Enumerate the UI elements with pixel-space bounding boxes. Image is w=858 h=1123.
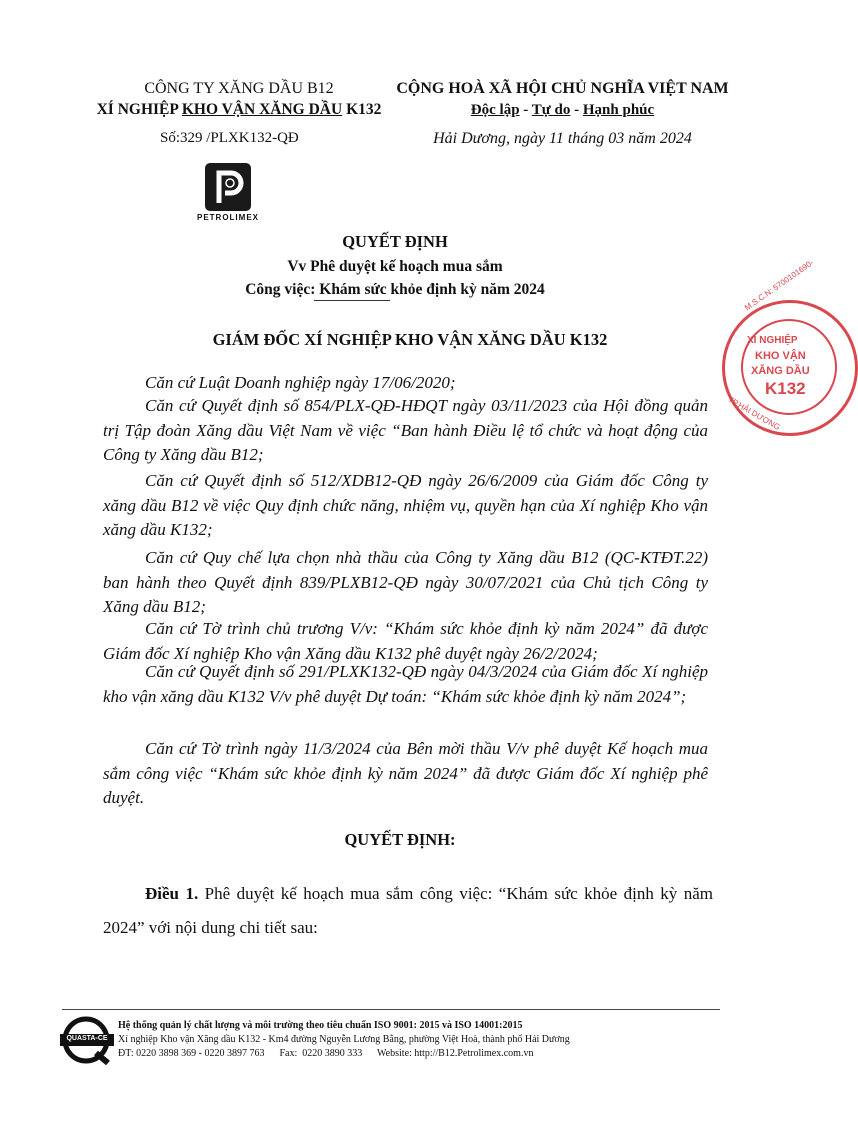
country-name: CỘNG HOÀ XÃ HỘI CHỦ NGHĨA VIỆT NAM: [396, 80, 729, 97]
document-subtitle-2: Công việc: Khám sức khỏe định kỳ năm 2024: [245, 281, 545, 298]
petrolimex-logo: [205, 163, 251, 211]
motto-independence: Độc lập: [470, 102, 520, 118]
article-1-label: Điều 1.: [145, 884, 199, 903]
enterprise-suffix: K132: [342, 101, 382, 118]
seal-line-2: KHO VẬN: [755, 350, 806, 362]
document-number: Số:329 /PLXK132-QĐ: [160, 130, 299, 146]
document-subtitle-1: Vv Phê duyệt kế hoạch mua sắm: [287, 258, 503, 275]
quasta-logo-text: QUASTA-CE: [66, 1035, 108, 1042]
company-name: CÔNG TY XĂNG DẦU B12: [144, 80, 334, 97]
place-and-date: Hải Dương, ngày 11 tháng 03 năm 2024: [433, 130, 692, 147]
seal-line-4: K132: [765, 379, 806, 398]
legal-basis-4: Căn cứ Quy chế lựa chọn nhà thầu của Công ty Xăng dầu B12 (QC-KTĐT.22) ban hành theo Quyết định 839/PLXB12-QĐ ngày 30/07/2021 của Chủ tịch Công ty Xăng dầu B12;: [103, 548, 708, 616]
footer-address-line: Xí nghiệp Kho vận Xăng dầu K132 - Km4 đường Nguyễn Lương Bằng, phường Việt Hoà, thành phố Hải Dương: [118, 1034, 570, 1045]
seal-line-1: XÍ NGHIỆP: [747, 335, 798, 346]
footer-divider: [62, 1009, 720, 1010]
enterprise-prefix: XÍ NGHIỆP: [96, 101, 182, 118]
official-seal: [722, 258, 858, 436]
legal-basis-2: Căn cứ Quyết định số 854/PLX-QĐ-HĐQT ngày 03/11/2023 của Hội đồng quản trị Tập đoàn Xăng dầu Việt Nam về việc “Ban hành Điều lệ tổ chức và hoạt động của Công ty Xăng dầu B12;: [103, 396, 708, 464]
issuing-authority: GIÁM ĐỐC XÍ NGHIỆP KHO VẬN XĂNG DẦU K132: [212, 330, 608, 349]
motto-freedom: Tự do: [531, 102, 571, 118]
article-1-text: Phê duyệt kế hoạch mua sắm công việc: “Khám sức khỏe định kỳ năm 2024” với nội dung chi tiết sau:: [103, 884, 714, 937]
legal-basis-1: Căn cứ Luật Doanh nghiệp ngày 17/06/2020;: [145, 373, 456, 392]
legal-basis-5: Căn cứ Tờ trình chủ trương V/v: “Khám sức khỏe định kỳ năm 2024” đã được Giám đốc Xí nghiệp Kho vận Xăng dầu K132 phê duyệt ngày 26/2/2024;: [103, 619, 708, 663]
motto-happiness: Hạnh phúc: [582, 102, 655, 118]
enterprise-name: [80, 101, 398, 119]
footer-iso-line: Hệ thống quản lý chất lượng và môi trường theo tiêu chuẩn ISO 9001: 2015 và ISO 14001:2015: [118, 1020, 523, 1031]
title-underline: [314, 300, 390, 301]
article-1: [103, 877, 713, 945]
document-title: QUYẾT ĐỊNH: [342, 232, 448, 251]
enterprise-underlined: KHO VẬN XĂNG DẦU: [181, 101, 343, 118]
legal-basis-7: Căn cứ Tờ trình ngày 11/3/2024 của Bên mời thầu V/v phê duyệt Kế hoạch mua sắm công việc “Khám sức khỏe định kỳ năm 2024” đã được Giám đốc Xí nghiệp phê duyệt.: [103, 739, 708, 807]
seal-arc-top: M.S.C.N: 5700101690-: [743, 258, 816, 313]
legal-basis-6: Căn cứ Quyết định số 291/PLXK132-QĐ ngày 04/3/2024 của Giám đốc Xí nghiệp kho vận xăng dầu K132 V/v phê duyệt Dự toán: “Khám sức khỏe định kỳ năm 2024”;: [103, 662, 708, 706]
motto-separator-1: -: [519, 102, 532, 118]
seal-arc-bottom: TP.HẢI DƯƠNG: [726, 395, 782, 433]
petrolimex-logo-text: PETROLIMEX: [196, 213, 259, 222]
legal-basis-3: Căn cứ Quyết định số 512/XDB12-QĐ ngày 26/6/2009 của Giám đốc Công ty xăng dầu B12 về việc Quy định chức năng, nhiệm vụ, quyền hạn của Xí nghiệp Kho vận xăng dầu K132;: [103, 471, 708, 539]
petrolimex-logo-icon: [205, 163, 251, 211]
national-motto: [385, 102, 740, 119]
motto-separator-2: -: [570, 102, 583, 118]
decision-heading: QUYẾT ĐỊNH:: [344, 830, 456, 849]
seal-line-3: XĂNG DẦU: [751, 365, 810, 377]
footer-contact-line: ĐT: 0220 3898 369 - 0220 3897 763 Fax: 0220 3890 333 Website: http://B12.Petrolimex.com.vn: [118, 1048, 534, 1059]
